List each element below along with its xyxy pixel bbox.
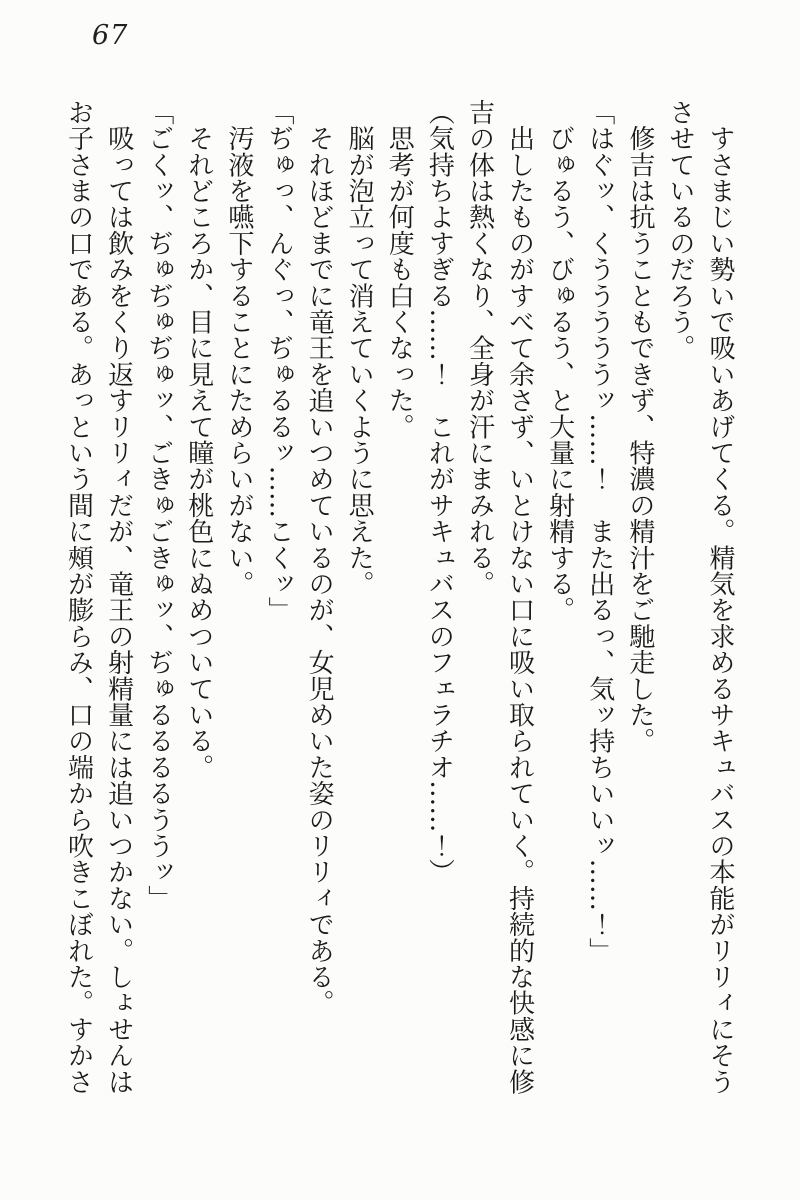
- text-line: 出したものがすべて余さず、いとけない口に吸い取られていく。持続的な快感に修: [504, 99, 535, 1095]
- text-line: （気持ちよすぎる……！ これがサキュバスのフェラチオ……！）: [424, 99, 455, 885]
- text-line: お子さまの口である。あっという間に頰が膨らみ、口の端から吹きこぼれた。すかさ: [63, 99, 94, 1095]
- text-line: それどころか、目に見えて瞳が桃色にぬめついている。: [183, 99, 214, 781]
- text-line: 思考が何度も白くなった。: [384, 99, 415, 440]
- text-line: 吸っては飲みをくり返すリリィだが、竜王の射精量には追いつかない。しょせんは: [103, 99, 134, 1095]
- text-line: びゅるう、びゅるう、と大量に射精する。: [544, 99, 575, 623]
- text-line: 脳が泡立って消えていくように思えた。: [344, 99, 375, 597]
- text-line: 「ぢゅっ、んぐっ、ぢゅるるッ……こくッ」: [263, 99, 294, 623]
- vertical-text-block: [58, 99, 740, 1109]
- text-line: 「ごくッ、ぢゅぢゅぢゅッ、ごきゅごきゅッ、ぢゅるるるるううッ」: [143, 99, 174, 912]
- text-line: すさまじい勢いで吸いあげてくる。精気を求めるサキュバスの本能がリリィにそう: [705, 99, 735, 1095]
- text-line: 修吉は抗うこともできず、特濃の精汁をご馳走した。: [624, 99, 655, 754]
- text-line: それほどまでに竜王を追いつめているのが、女児めいた姿のリリィである。: [304, 99, 335, 1016]
- page-number: 67: [92, 20, 129, 51]
- text-line: させているのだろう。: [664, 99, 695, 361]
- text-line: 吉の体は熱くなり、全身が汗にまみれる。: [464, 99, 495, 597]
- text-line: 「はぐッ、くうううううッ……！ また出るっ、気ッ持ちいいッ……！」: [584, 99, 615, 964]
- text-line: 汚液を嚥下することにためらいがない。: [223, 99, 254, 597]
